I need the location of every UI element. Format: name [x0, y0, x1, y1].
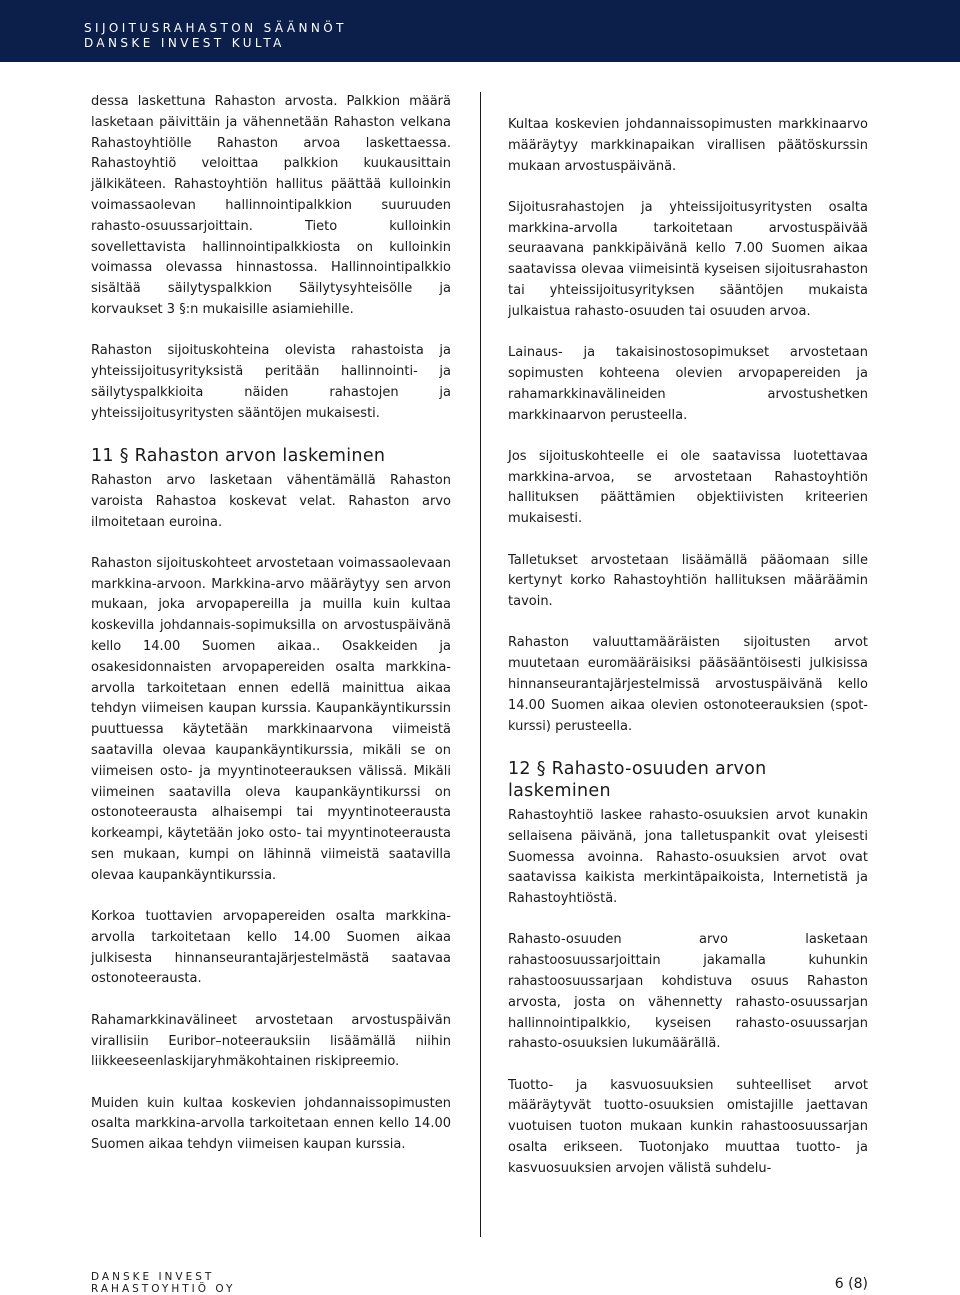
footer-brand [91, 1271, 235, 1295]
right-column [508, 115, 868, 1180]
right-paragraph-9: Tuotto- ja kasvuosuuksien suhteelliset arvot määräytyvät tuotto-osuuksien omistajille jaettavan vuotuisen tuoton mukaan kunkin rahastoosuussarjan osalta erikseen. Tuotonjako muuttaa tuotto- ja kasvuosuuksien arvojen välistä suhdelu- [508, 1077, 868, 1176]
section-heading-11: 11 § Rahaston arvon laskeminen [91, 445, 386, 466]
right-paragraph-7: Rahastoyhtiö laskee rahasto-osuuksien arvot kunakin sellaisena päivänä, jona talletuspankit ovat yleisesti Suomessa avoinna. Rahasto-osuuksien arvot ovat saatavissa kaikista merkintäpaikoista, Internetistä ja Rahastoyhtiöstä. [508, 807, 868, 907]
right-paragraph-2: Sijoitusrahastojen ja yhteissijoitusyritysten osalta markkina-arvolla tarkoitetaan arvostuspäivää seuraavana pankkipäivänä kello 7.00 Suomen aikaa saatavissa olevaa viimeisintä kyseisen sijoitusrahaston tai yhteissijoitusyrityksen sääntöjen mukaista julkaistua rahasto-osuuden tai osuuden arvoa. [508, 199, 868, 319]
right-paragraph-4: Jos sijoituskohteelle ei ole saatavissa luotettavaa markkina-arvoa, se arvostetaan Rahastoyhtiön hallituksen päättämien objektiivisten kriteerien mukaisesti. [508, 448, 868, 527]
footer-brand-line-2: RAHASTOYHTIÖ OY [91, 1283, 236, 1295]
left-paragraph-4: Rahaston sijoituskohteet arvostetaan voimassaolevaan markkina-arvoon. Markkina-arvo määräytyy sen arvon mukaan, joka arvopapereilla ja muilla kuin kultaa koskevilla johdannais-sopimuksilla on arvostuspäivänä kello 14.00 Suomen aikaa.. Osakkeiden ja osakesidonnaisten arvopapereiden osalta markkina-arvolla tarkoitetaan ennen edellä mainittua aikaa tehdyn viimeisen kaupan kurssia. Kaupankäyntikurssin puuttuessa käytetään markkinaarvona viimeistä saatavilla olevaa kaupankäyntikurssia, mikäli se on viimeisen osto- ja myyntinoteerauksen välissä. Mikäli viimeinen saatavilla oleva kaupankäyntikurssi on ostonoteerausta alhaisempi tai myyntinoteerausta korkeampi, käytetään joko osto- tai myyntinoteerausta sen mukaan, kumpi on lähinnä viimeistä saatavilla olevaa kaupankäyntikurssia. [91, 555, 451, 883]
right-paragraph-1: Kultaa koskevien johdannaissopimusten markkinaarvo määräytyy markkinapaikan virallisen päätöskurssin mukaan arvostuspäivänä. [508, 117, 868, 174]
left-paragraph-2: Rahaston sijoituskohteina olevista rahastoista ja yhteissijoitusyrityksistä peritään hallinnointi- ja säilytyspalkkioita näiden rahastojen ja yhteissijoitusyritysten sääntöjen mukaisesti. [91, 343, 451, 421]
header-title: SIJOITUSRAHASTON SÄÄNNÖT [84, 21, 347, 35]
header-subtitle: DANSKE INVEST KULTA [84, 36, 285, 50]
right-paragraph-8: Rahasto-osuuden arvo lasketaan rahastoosuussarjoittain jakamalla kuhunkin rahastoosuussarjaan kohdistuva osuus Rahaston arvosta, josta on vähennetty rahasto-osuussarjan hallinnointipalkkio, kyseisen rahasto-osuussarjan rahasto-osuuksien lukumäärällä. [508, 932, 868, 1052]
left-paragraph-3: Rahaston arvo lasketaan vähentämällä Rahaston varoista Rahastoa koskevat velat. Rahaston arvo ilmoitetaan euroina. [91, 472, 451, 530]
section-heading-12: 12 § Rahasto-osuuden arvon laskeminen [508, 758, 767, 801]
left-paragraph-7: Muiden kuin kultaa koskevien johdannaissopimusten osalta markkina-arvolla tarkoitetaan ennen kello 14.00 Suomen aikaa tehdyn viimeisen kaupan kurssia. [91, 1095, 451, 1153]
column-divider [480, 92, 481, 1237]
left-column [91, 92, 451, 1156]
page-number: 6 (8) [834, 1276, 868, 1292]
left-paragraph-6: Rahamarkkinavälineet arvostetaan arvostuspäivän virallisiin Euribor–noteerauksiin lisäämällä niihin liikkeeseenlaskijaryhmäkohtainen riskipreemio. [91, 1012, 451, 1070]
right-paragraph-3: Lainaus- ja takaisinostosopimukset arvostetaan sopimusten kohteena olevien arvopapereiden ja rahamarkkinavälineiden arvostushetken markkinaarvon perusteella. [508, 345, 868, 423]
left-paragraph-1: dessa laskettuna Rahaston arvosta. Palkkion määrä lasketaan päivittäin ja vähennetään Rahaston velkana Rahastoyhtiölle Rahaston arvoa laskettaessa. Rahastoyhtiö veloittaa palkkion kuukausittain jälkikäteen. Rahastoyhtiön hallitus päättää kulloinkin voimassaolevan hallinnointipalkkion suuruuden rahasto-osuussarjoittain. Tieto kulloinkin sovellettavista hallinnointipalkkiosta on kulloinkin voimassa olevassa hinnastossa. Hallinnointipalkkio sisältää säilytyspalkkion Säilytysyhteisölle ja korvaukset 3 §:n mukaisille asiamiehille. [91, 94, 451, 317]
left-paragraph-5: Korkoa tuottavien arvopapereiden osalta markkina-arvolla tarkoitetaan kello 14.00 Suomen aikaa julkisesta hinnanseurantajärjestelmästä saatavaa ostonoteerausta. [91, 909, 451, 987]
right-paragraph-6: Rahaston valuuttamääräisten sijoitusten arvot muutetaan euromääräisiksi pääsääntöisesti julkisissa hinnanseurantajärjestelmissä arvostuspäivänä kello 14.00 Suomen aikaa olevien ostonoteerauksien (spot-kurssi) perusteella. [508, 635, 868, 734]
footer-brand-line-1: DANSKE INVEST [91, 1271, 215, 1283]
page-header [0, 0, 960, 62]
right-paragraph-5: Talletukset arvostetaan lisäämällä pääomaan sille kertynyt korko Rahastoyhtiön hallituksen määräämin tavoin. [508, 552, 868, 610]
